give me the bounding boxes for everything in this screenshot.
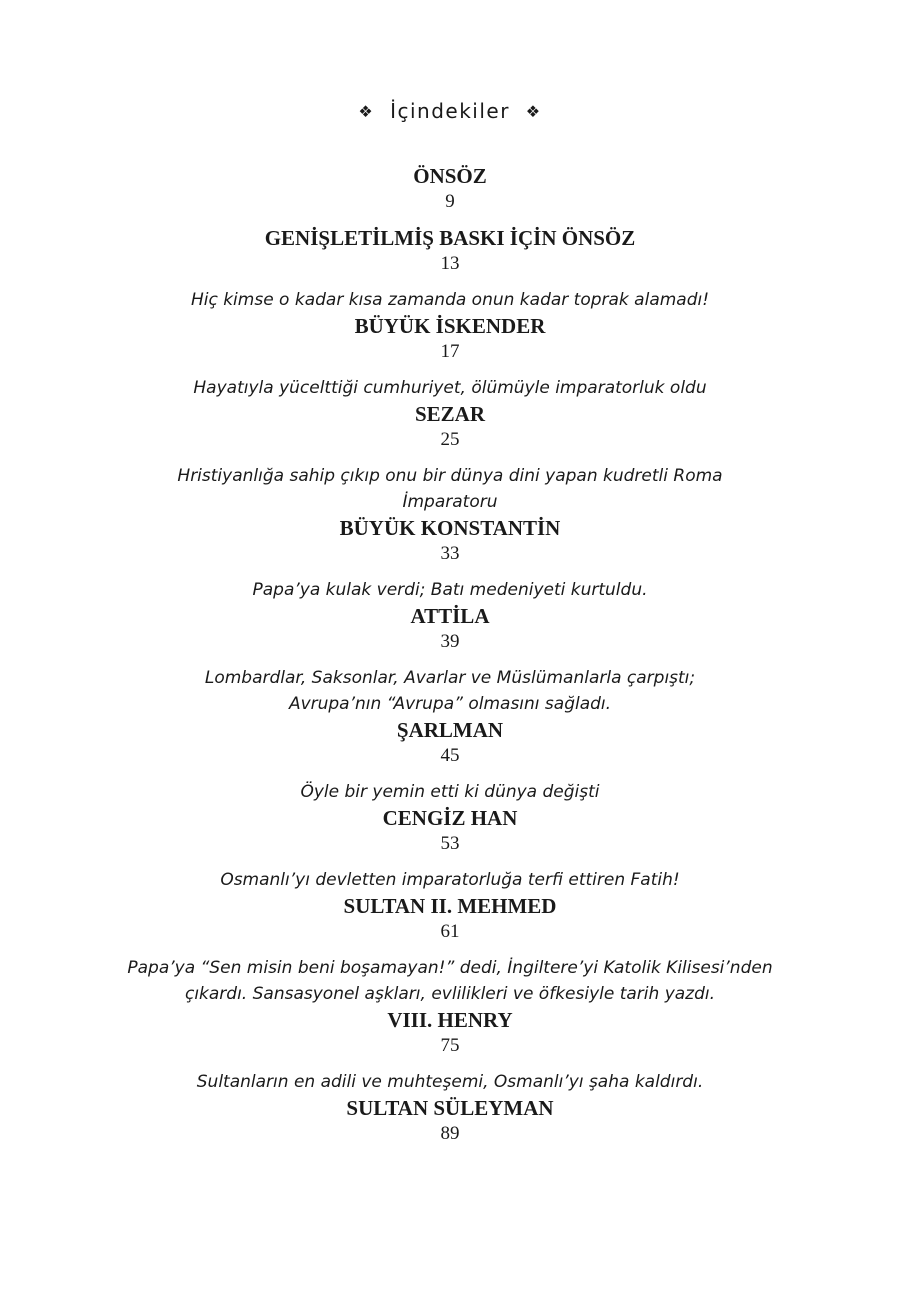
toc-entry-description: Hayatıyla yücelttiği cumhuriyet, ölümüyle imparatorluk oldu [193, 378, 707, 398]
toc-heading-text: İçindekiler [390, 99, 510, 123]
toc-entry-page-number: 45 [440, 745, 460, 766]
toc-entry [0, 577, 900, 655]
toc-entry [0, 779, 900, 857]
toc-entry-page-number: 61 [440, 921, 460, 942]
toc-entry-title: SEZAR [414, 402, 486, 426]
toc-entry-description: Lombardlar, Saksonlar, Avarlar ve Müslümanlarla çarpıştı; Avrupa’nın “Avrupa” olmasını sağladı. [204, 668, 696, 714]
toc-entry-title: BÜYÜK KONSTANTİN [339, 516, 561, 540]
toc-entry-page-number: 75 [440, 1035, 460, 1056]
toc-entry [0, 867, 900, 945]
toc-entry [0, 225, 900, 277]
toc-entry-description: Hiç kimse o kadar kısa zamanda onun kadar toprak alamadı! [190, 290, 710, 310]
toc-entry-title: BÜYÜK İSKENDER [354, 314, 546, 338]
toc-entries [0, 163, 900, 1157]
toc-entry-page-number: 33 [440, 543, 460, 564]
toc-entry-description: Papa’ya kulak verdi; Batı medeniyeti kurtuldu. [252, 580, 648, 600]
toc-entry-title: VIII. HENRY [387, 1008, 513, 1032]
toc-entry-page-number: 13 [440, 253, 460, 274]
toc-entry-page-number: 39 [440, 631, 460, 652]
toc-entry [0, 955, 900, 1059]
toc-entry-description: Hristiyanlığa sahip çıkıp onu bir dünya dini yapan kudretli Roma İmparatoru [177, 466, 723, 512]
toc-entry [0, 163, 900, 215]
toc-entry-page-number: 25 [440, 429, 460, 450]
toc-entry-title: SULTAN SÜLEYMAN [346, 1096, 554, 1120]
toc-entry-title: CENGİZ HAN [382, 806, 518, 830]
toc-entry-title: ÖNSÖZ [413, 164, 487, 188]
toc-entry-title: SULTAN II. MEHMED [343, 894, 557, 918]
toc-entry-title: GENİŞLETİLMİŞ BASKI İÇİN ÖNSÖZ [264, 226, 636, 250]
toc-entry-page-number: 17 [440, 341, 460, 362]
toc-entry-description: Öyle bir yemin etti ki dünya değişti [300, 782, 600, 802]
toc-entry [0, 1069, 900, 1147]
toc-entry-page-number: 89 [440, 1123, 460, 1144]
toc-entry-page-number: 53 [440, 833, 460, 854]
toc-entry-description: Osmanlı’yı devletten imparatorluğa terfi ettiren Fatih! [220, 870, 680, 890]
toc-entry-title: ŞARLMAN [396, 718, 504, 742]
toc-heading [0, 99, 900, 123]
toc-entry-title: ATTİLA [410, 604, 490, 628]
toc-entry [0, 287, 900, 365]
ornament-right-icon: ❖ [525, 102, 542, 121]
toc-entry-description: Papa’ya “Sen misin beni boşamayan!” dedi, İngiltere’yi Katolik Kilisesi’nden çıkardı. Sansasyonel aşkları, evlilikleri ve öfkesiyle tarih yazdı. [127, 958, 773, 1004]
ornament-left-icon: ❖ [358, 102, 375, 121]
toc-entry [0, 375, 900, 453]
toc-entry [0, 463, 900, 567]
toc-entry [0, 665, 900, 769]
toc-entry-page-number: 9 [445, 191, 455, 212]
toc-entry-description: Sultanların en adili ve muhteşemi, Osmanlı’yı şaha kaldırdı. [196, 1072, 704, 1092]
